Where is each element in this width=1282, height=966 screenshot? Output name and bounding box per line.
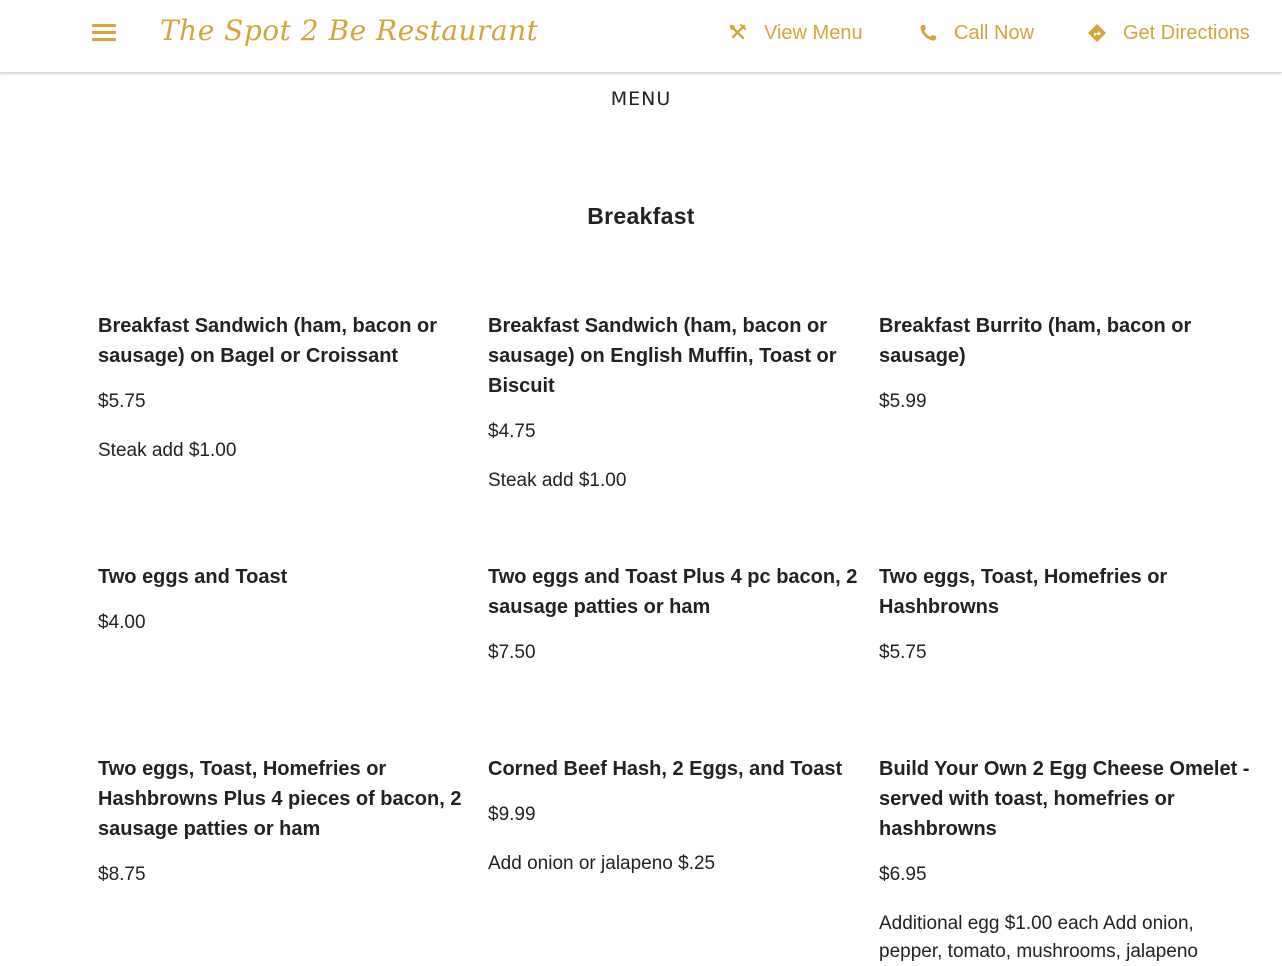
menu-item-price: $5.99: [879, 391, 927, 412]
hamburger-menu-icon[interactable]: [92, 24, 116, 40]
menu-item: [98, 311, 468, 465]
section-title-breakfast: Breakfast: [587, 203, 695, 229]
menu-item-price: $6.95: [879, 864, 927, 885]
call-now-link[interactable]: [918, 18, 1034, 48]
menu-item-price: $4.00: [98, 612, 146, 633]
menu-item-price: $8.75: [98, 864, 146, 885]
view-menu-link[interactable]: [728, 18, 863, 48]
menu-item-name: Build Your Own 2 Egg Cheese Omelet - served with toast, homefries or hashbrowns: [879, 758, 1250, 840]
directions-icon: [1087, 23, 1107, 43]
top-navigation-bar: [0, 0, 1282, 73]
menu-item-name: Two eggs and Toast Plus 4 pc bacon, 2 sausage patties or ham: [488, 566, 858, 618]
phone-icon: [918, 23, 938, 43]
menu-item-note: Additional egg $1.00 each Add onion, pepper, tomato, mushrooms, jalapeno: [879, 913, 1198, 962]
brand-name[interactable]: The Spot 2 Be Restaurant: [160, 14, 539, 47]
menu-item: [488, 311, 858, 495]
menu-item-name: Breakfast Sandwich (ham, bacon or sausage) on Bagel or Croissant: [98, 315, 437, 367]
menu-item-note: Add onion or jalapeno $.25: [488, 853, 716, 874]
menu-item-price: $9.99: [488, 804, 536, 825]
menu-item-note: Steak add $1.00: [488, 470, 627, 491]
menu-item: [879, 754, 1251, 966]
menu-item: [879, 562, 1249, 666]
menu-item-name: Breakfast Burrito (ham, bacon or sausage): [879, 315, 1192, 367]
menu-item-name: Two eggs and Toast: [98, 566, 288, 588]
menu-item-name: Corned Beef Hash, 2 Eggs, and Toast: [488, 758, 843, 780]
menu-item: [488, 562, 858, 666]
get-directions-link[interactable]: [1087, 18, 1250, 48]
call-now-label: Call Now: [954, 21, 1035, 44]
menu-item: [98, 562, 468, 636]
utensils-icon: [728, 23, 748, 43]
menu-item-price: $4.75: [488, 421, 536, 442]
get-directions-label: Get Directions: [1123, 21, 1250, 44]
menu-item-price: $7.50: [488, 642, 536, 663]
menu-heading: MENU: [610, 88, 672, 110]
view-menu-label: View Menu: [764, 21, 863, 44]
menu-item: [98, 754, 468, 888]
menu-item: [488, 754, 858, 878]
menu-item-note: Steak add $1.00: [98, 440, 237, 461]
menu-item-name: Two eggs, Toast, Homefries or Hashbrowns: [879, 566, 1168, 618]
menu-item-name: Two eggs, Toast, Homefries or Hashbrowns Plus 4 pieces of bacon, 2 sausage patties or ham: [98, 758, 462, 840]
menu-item-price: $5.75: [879, 642, 927, 663]
menu-item-name: Breakfast Sandwich (ham, bacon or sausage) on English Muffin, Toast or Biscuit: [488, 315, 837, 397]
menu-item: [879, 311, 1249, 415]
menu-item-price: $5.75: [98, 391, 146, 412]
